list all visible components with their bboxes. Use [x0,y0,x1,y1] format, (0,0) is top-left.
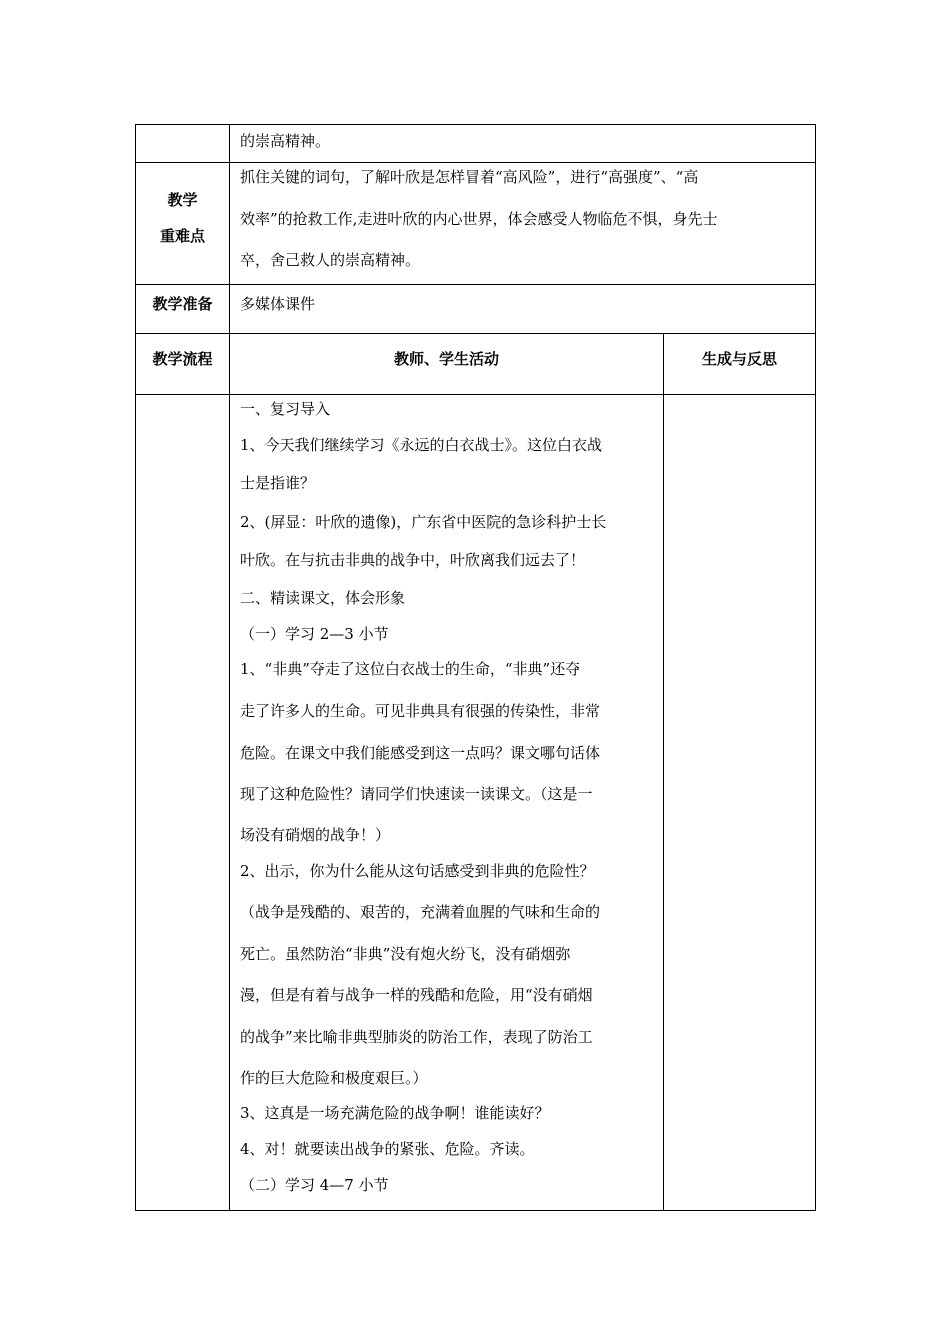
activity-line: 2、(屏显：叶欣的遗像)，广东省中医院的急诊科护士长 [240,513,607,531]
activity-line: （二）学习 4—7 小节 [240,1176,389,1194]
activity-line: 漫，但是有着与战争一样的残酷和危险，用“没有硝烟 [240,986,593,1004]
activity-line: 3、这真是一场充满危险的战争啊！谁能读好？ [240,1104,550,1122]
activity-line: 二、精读课文，体会形象 [240,589,406,607]
key-difficulty-line: 效率”的抢救工作,走进叶欣的内心世界，体会感受人物临危不惧，身先士 [240,210,718,228]
flow-header-col2: 教师、学生活动 [393,350,499,368]
column-divider-2 [663,333,664,1211]
activity-line: 的战争”来比喻非典型肺炎的防治工作，表现了防治工 [240,1028,593,1046]
table-right-border [815,124,816,1211]
table-left-border [135,124,136,1211]
column-divider-1 [229,124,230,1211]
activity-line: 走了许多人的生命。可见非典具有很强的传染性，非常 [240,702,601,720]
activity-line: 作的巨大危险和极度艰巨。） [240,1069,428,1087]
table-top-border [135,124,816,125]
key-difficulty-line: 卒，舍己救人的崇高精神。 [240,251,421,269]
row-divider-1 [135,162,816,163]
activity-line: 士是指谁？ [240,474,316,492]
activity-line: 2、出示，你为什么能从这句话感受到非典的危险性？ [240,862,595,880]
activity-line: 场没有硝烟的战争！） [240,826,391,844]
activity-line: 1、“非典”夺走了这位白衣战士的生命，“非典”还夺 [240,660,581,678]
preparation-value: 多媒体课件 [240,295,316,313]
key-difficulty-label-line2: 重难点 [159,227,205,245]
activity-line: 4、对！就要读出战争的紧张、危险。齐读。 [240,1140,535,1158]
flow-header-col1: 教学流程 [152,350,213,368]
activity-line: （战争是残酷的、艰苦的，充满着血腥的气味和生命的 [240,903,601,921]
preparation-label: 教学准备 [152,295,213,313]
activity-line: 一、复习导入 [240,400,331,418]
flow-header-col3: 生成与反思 [701,350,777,368]
activity-line: 危险。在课文中我们能感受到这一点吗？课文哪句话体 [240,744,601,762]
row-divider-2 [135,284,816,285]
activity-line: 叶欣。在与抗击非典的战争中，叶欣离我们远去了！ [240,551,586,569]
key-difficulty-line: 抓住关键的词句，了解叶欣是怎样冒着“高风险”，进行“高强度”、“高 [240,168,699,186]
continuation-text: 的崇高精神。 [240,132,331,150]
key-difficulty-label-line1: 教学 [167,191,198,209]
row-divider-3 [135,333,816,334]
activity-line: 死亡。虽然防治“非典”没有炮火纷飞，没有硝烟弥 [240,945,571,963]
table-bottom-border [135,1210,816,1211]
activity-line: 现了这种危险性？请同学们快速读一读课文。（这是一 [240,785,593,803]
row-divider-4 [135,394,816,395]
activity-line: （一）学习 2—3 小节 [240,625,389,643]
activity-line: 1、今天我们继续学习《永远的白衣战士》。这位白衣战 [240,436,603,454]
